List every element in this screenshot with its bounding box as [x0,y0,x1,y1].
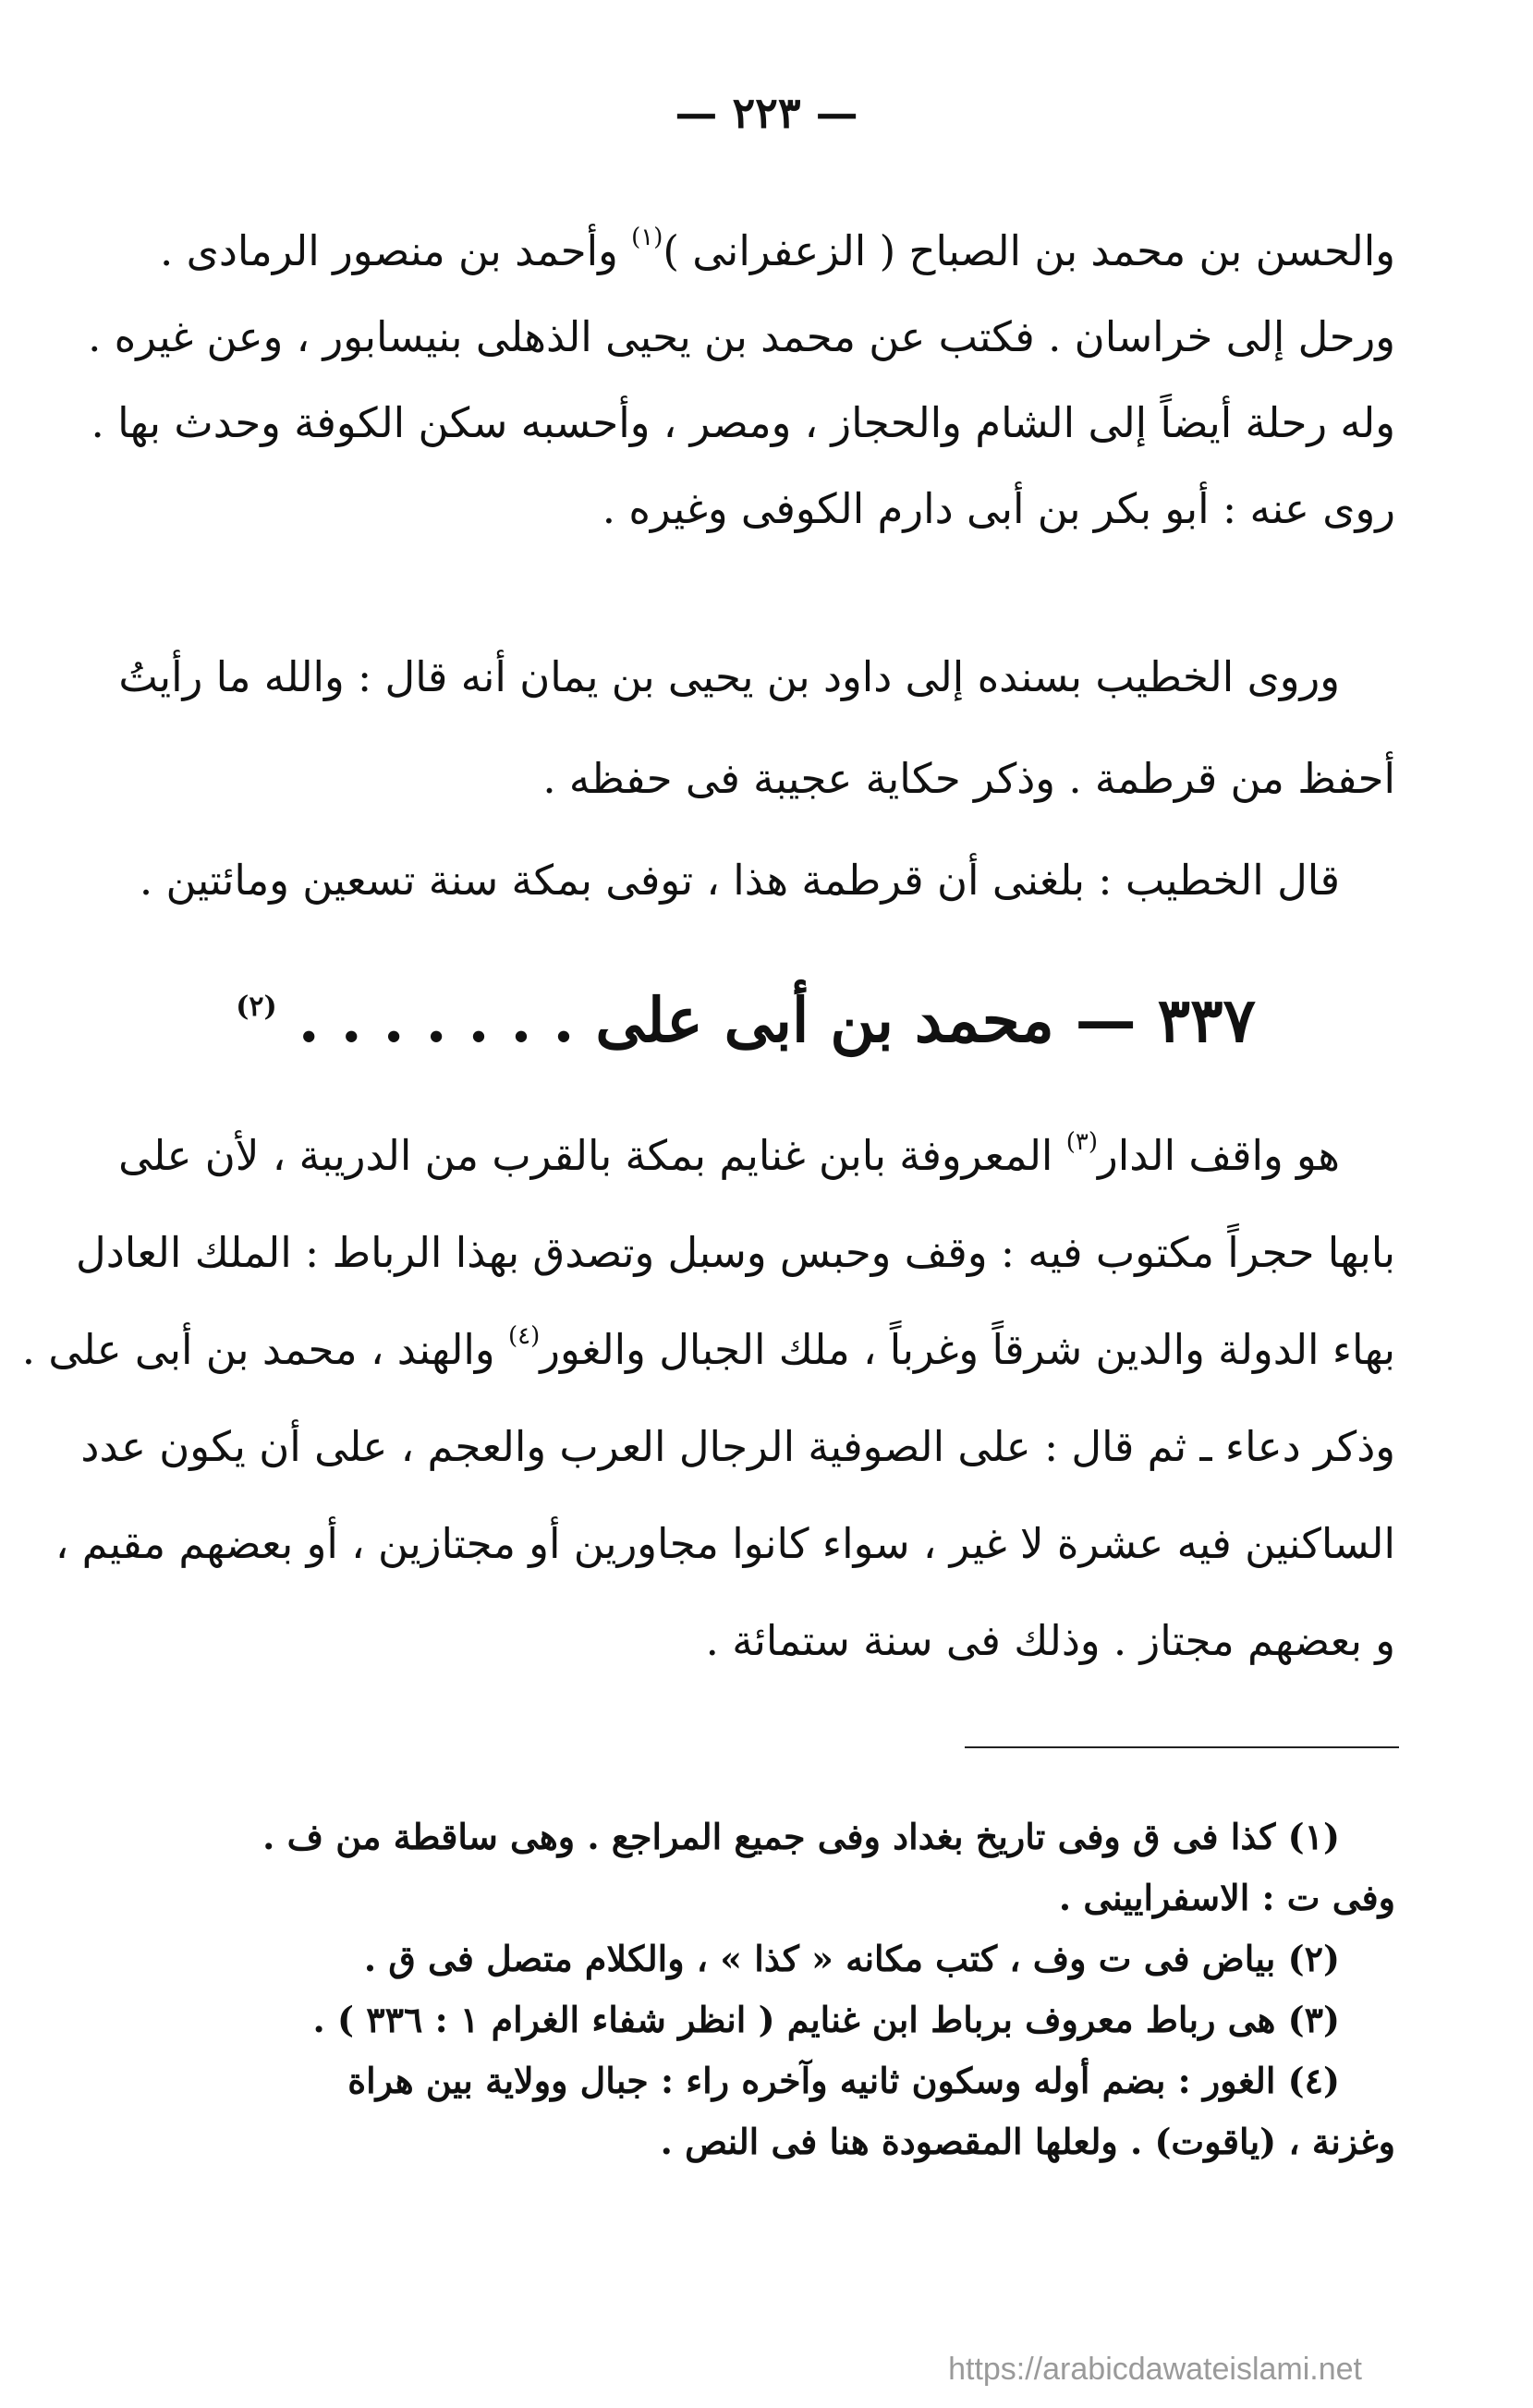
text-span: المعروفة بابن غنايم بمكة بالقرب من الدريبة ، لأن على [118,1131,1053,1180]
text-line: بابها حجراً مكتوب فيه : وقف وحبس وسبل وتصدق بهذا الرباط : الملك العادل [76,1228,1395,1277]
paragraph-entry-body [21,1107,1395,1689]
text-line [118,1107,1395,1204]
text-line: الساكنين فيه عشرة لا غير ، سواء كانوا مجاورين أو مجتازين ، أو بعضهم مقيم ، [55,1519,1395,1568]
footnote-1-continued: وفى ت : الاسفرايينى . [1058,1877,1395,1918]
entry-heading [236,966,1256,1062]
watermark-url: https://arabicdawateislami.net [948,2352,1362,2387]
footnote-3: (٣) هى رباط معروف برباط ابن غنايم ( انظر شفاء الغرام ١ : ٣٣٦ ) . [312,1999,1340,2040]
text-line: و بعضهم مجتاز . وذلك فى سنة ستمائة . [705,1616,1395,1665]
page-number: — ٢٢٣ — [675,88,858,138]
text-span: وأحمد بن منصور الرمادى . [160,226,618,275]
footnote-4-continued: وغزنة ، (ياقوت) . ولعلها المقصودة هنا فى النص . [660,2121,1395,2162]
text-span: هو واقف الدار [1098,1131,1340,1180]
text-line: روى عنه : أبو بكر بن أبى دارم الكوفى وغيره . [602,484,1395,533]
text-line: ورحل إلى خراسان . فكتب عن محمد بن يحيى الذهلى بنيسابور ، وعن غيره . [88,312,1395,361]
text-line [160,208,1395,294]
entry-heading-text: ٣٣٧ — محمد بن أبى على . . . . . . . [298,984,1256,1056]
footnote-ref-4[interactable]: (٤) [507,1322,541,1350]
text-line: وذكر دعاء ـ ثم قال : على الصوفية الرجال العرب والعجم ، على أن يكون عدد [80,1422,1395,1471]
paragraph-khatib [118,626,1395,931]
footnote-ref-2[interactable]: (٢) [236,991,277,1023]
text-line: أحفظ من قرطمة . وذكر حكاية عجيبة فى حفظه . [542,754,1395,803]
footnote-2: (٢) بياض فى ت وف ، كتب مكانه « كذا » ، والكلام متصل فى ق . [363,1938,1340,1979]
footnote-4: (٤) الغور : بضم أوله وسكون ثانيه وآخره راء : جبال وولاية بين هراة [347,2060,1340,2101]
text-span: بهاء الدولة والدين شرقاً وغرباً ، ملك الجبال والغور [540,1325,1395,1374]
text-line: وروى الخطيب بسنده إلى داود بن يحيى بن يمان أنه قال : والله ما رأيتُ [118,652,1340,701]
footnote-ref-1[interactable]: (١) [631,224,663,251]
text-line [21,1301,1395,1398]
text-line: قال الخطيب : بلغنى أن قرطمة هذا ، توفى بمكة سنة تسعين ومائتين . [139,856,1340,905]
text-span: والحسن بن محمد بن الصباح ( الزعفرانى ) [663,226,1395,275]
text-span: والهند ، محمد بن أبى على . [21,1325,495,1374]
footnotes [208,1806,1395,2172]
footnote-ref-3[interactable]: (٣) [1065,1128,1099,1156]
text-line: وله رحلة أيضاً إلى الشام والحجاز ، ومصر ، وأحسبه سكن الكوفة وحدث بها . [91,398,1395,447]
footnote-1: (١) كذا فى ق وفى تاريخ بغداد وفى جميع المراجع . وهى ساقطة من ف . [262,1816,1340,1857]
footnote-divider [965,1746,1399,1748]
paragraph-narrators [88,208,1395,552]
